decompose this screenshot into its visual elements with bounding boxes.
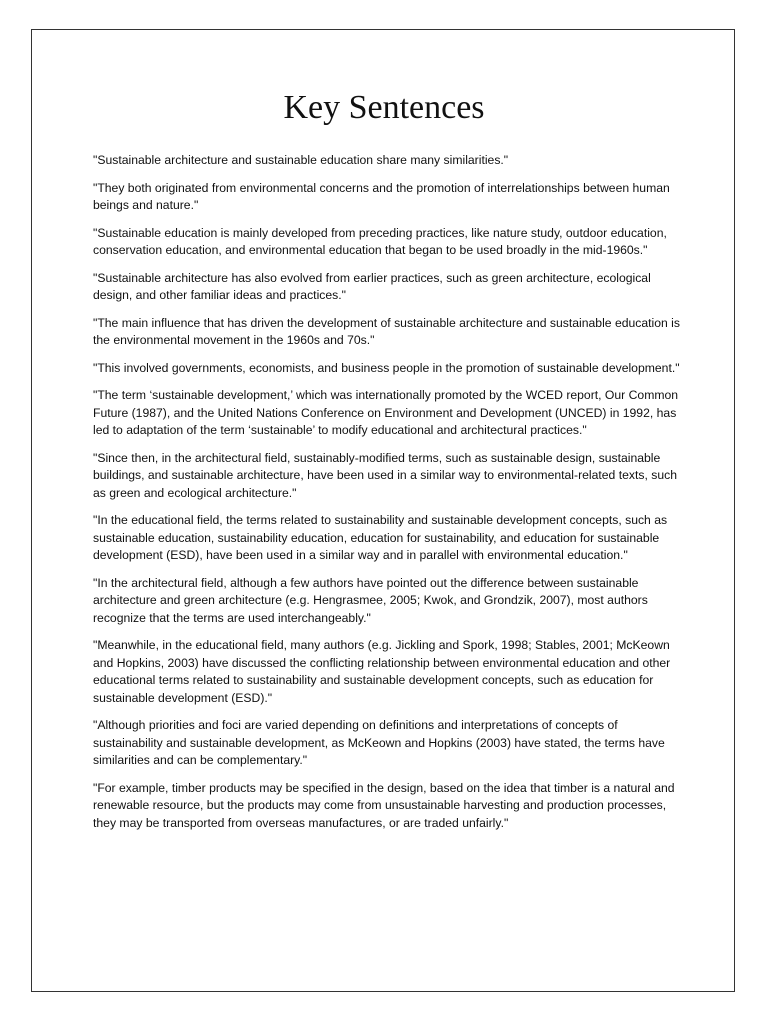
key-sentence: "Although priorities and foci are varied depending on definitions and interpretations of concepts of sustainability and sustainable development, as McKeown and Hopkins (2003) have stated, the terms have similarities and can be complementary." <box>93 718 665 767</box>
key-sentence: "Sustainable education is mainly developed from preceding practices, like nature study, outdoor education, conservation education, and environmental education that began to be used broadly in the mid-1960s." <box>93 225 667 257</box>
key-sentence: "Sustainable architecture and sustainable education share many similarities." <box>93 153 509 167</box>
key-sentence: "Since then, in the architectural field, sustainably-modified terms, such as sustainable design, sustainable buildings, and sustainable architecture, have been used in a similar way to environmental-related texts, such as green and ecological architecture." <box>93 450 677 500</box>
key-sentence: "Meanwhile, in the educational field, many authors (e.g. Jickling and Spork, 1998; Stables, 2001; McKeown and Hopkins, 2003) have discussed the conflicting relationship between environmental education and other educational terms related to sustainability and sustainable development concepts, such as education for sustainable development (ESD)." <box>93 638 671 705</box>
key-sentence: "In the educational field, the terms related to sustainability and sustainable development concepts, such as sustainable education, sustainability education, education for sustainability, and education for sustainable development (ESD), have been used in a similar way and in parallel with environmental education." <box>93 513 668 562</box>
key-sentence: "Sustainable architecture has also evolved from earlier practices, such as green architecture, ecological design, and other familiar ideas and practices." <box>93 270 651 302</box>
key-sentence: "This involved governments, economists, and business people in the promotion of sustainable development." <box>93 360 680 375</box>
key-sentence: "The term ‘sustainable development,’ which was internationally promoted by the WCED report, Our Common Future (1987), and the United Nations Conference on Environment and Development (UNCED) in 1992, has led to adaptation of the term ‘sustainable’ to modify educational and architectural practices." <box>93 388 679 437</box>
key-sentence: "They both originated from environmental concerns and the promotion of interrelationships between human beings and nature." <box>93 180 670 212</box>
page-title: Key Sentences <box>283 89 485 126</box>
key-sentence: "For example, timber products may be specified in the design, based on the idea that timber is a natural and renewable resource, but the products may come from unsustainable harvesting and production processes, they may be transported from overseas manufactures, or are traded unfairly." <box>93 780 675 830</box>
key-sentence: "The main influence that has driven the development of sustainable architecture and sustainable education is the environmental movement in the 1960s and 70s." <box>93 315 680 347</box>
key-sentence: "In the architectural field, although a few authors have pointed out the difference between sustainable architecture and green architecture (e.g. Hengrasmee, 2005; Kwok, and Grondzik, 2007), most authors recognize that the terms are used interchangeably." <box>93 575 648 625</box>
key-sentences-list <box>93 152 683 842</box>
